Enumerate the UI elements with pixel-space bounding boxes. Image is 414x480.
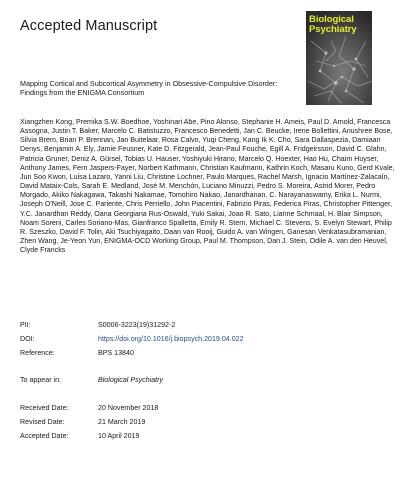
cover-journal-title: Biological Psychiatry — [309, 14, 357, 36]
received-date-value: 20 November 2018 — [98, 404, 159, 412]
revised-date-label: Revised Date: — [20, 418, 65, 426]
received-date-label: Received Date: — [20, 404, 69, 412]
journal-cover-image — [306, 11, 372, 105]
reference-label: Reference: — [20, 349, 55, 357]
appear-in-label: To appear in: — [20, 376, 62, 384]
article-title: Mapping Cortical and Subcortical Asymmetry in Obsessive-Compulsive Disorder: Findings from the ENIGMA Consortium — [20, 79, 278, 98]
appear-in-value: Biological Psychiatry — [98, 376, 164, 384]
revised-date-value: 21 March 2019 — [98, 418, 146, 426]
pii-value: S0006-3223(19)31292-2 — [98, 321, 176, 329]
pii-label: PII: — [20, 321, 31, 329]
doi-label: DOI: — [20, 335, 35, 343]
author-list: Xiangzhen Kong, Premika S.W. Boedhoe, Yoshinari Abe, Pino Alonso, Stephanie H. Ameis, Paul D. Arnold, Francesca Assogna, Justin T. Baker, Marcelo C. Batistuzzo, Francesco Benedetti, Jan C. Beucke, Irene Bollettini, Anushree Bose, Silvia Brem, Brian P. Brennan, Jan Buitelaar, Rosa Calvo, Yuqi Cheng, Kang Ik K. Cho, Sara Dallaspezia, Damiaan Denys, Benjamin A. Ely, Jamie Feusner, Kate D. Fitzgerald, Jean-Paul Fouche, Egill A. Fridgeirsson, David C. Glahn, Patricia Gruner, Deniz A. Gürsel, Tobias U. Hauser, Yoshiyuki Hirano, Marcelo Q. Hoexter, Hao Hu, Chaim Huyser, Anthony James, Fern Jaspers-Fayer, Norbert Kathmann, Christian Kaufmann, Kathrin Koch, Masaru Kuno, Gerd Kvale, Jun Soo Kwon, Luisa Lazaro, Yanni Liu, Christine Lochner, Paulo Marques, Rachel Marsh, Ignacio Martínez-Zalacaín, David Mataix-Cols, Sarah E. Medland, José M. Menchón, Luciano Minuzzi, Pedro S. Moreira, Astrid Morer, Pedro Morgado, Akiko Nakagawa, Takashi Nakamae, Tomohiro Nakao, Janardhanan. C. Narayanaswamy, Erika L. Nurmi, Joseph O'Neill, Jose C. Pariente, Chris Perriello, John Piacentini, Fabrizio Piras, Federica Piras, Christopher Pittenger, Y.C. Janardhan Reddy, Oana Georgiana Rus-Oswald, Yuki Sakai, Joao R. Sato, Lianne Schmaal, H. Blair Simpson, Noam Soreni, Carles Soriano-Mas, Gianfranco Spalletta, Emily R. Stern, Michael C. Stevens, S. Evelyn Stewart, Philip R. Szeszko, David F. Tolin, Aki Tsuchiyagaito, Daan van Rooij, Guido A. van Wingen, Ganesan Venkatasubramanian, Zhen Wang, Je-Yeon Yun, ENIGMA-OCD Working Group, Paul M. Thompson, Dan J. Stein, Odile A. van den Heuvel, Clyde Francks — [20, 118, 395, 255]
accepted-date-label: Accepted Date: — [20, 432, 69, 440]
reference-value: BPS 13840 — [98, 349, 134, 357]
page-title: Accepted Manuscript — [20, 18, 158, 34]
accepted-date-value: 10 April 2019 — [98, 432, 140, 440]
doi-link[interactable]: https://doi.org/10.1016/j.biopsych.2019.04.022 — [98, 335, 244, 343]
